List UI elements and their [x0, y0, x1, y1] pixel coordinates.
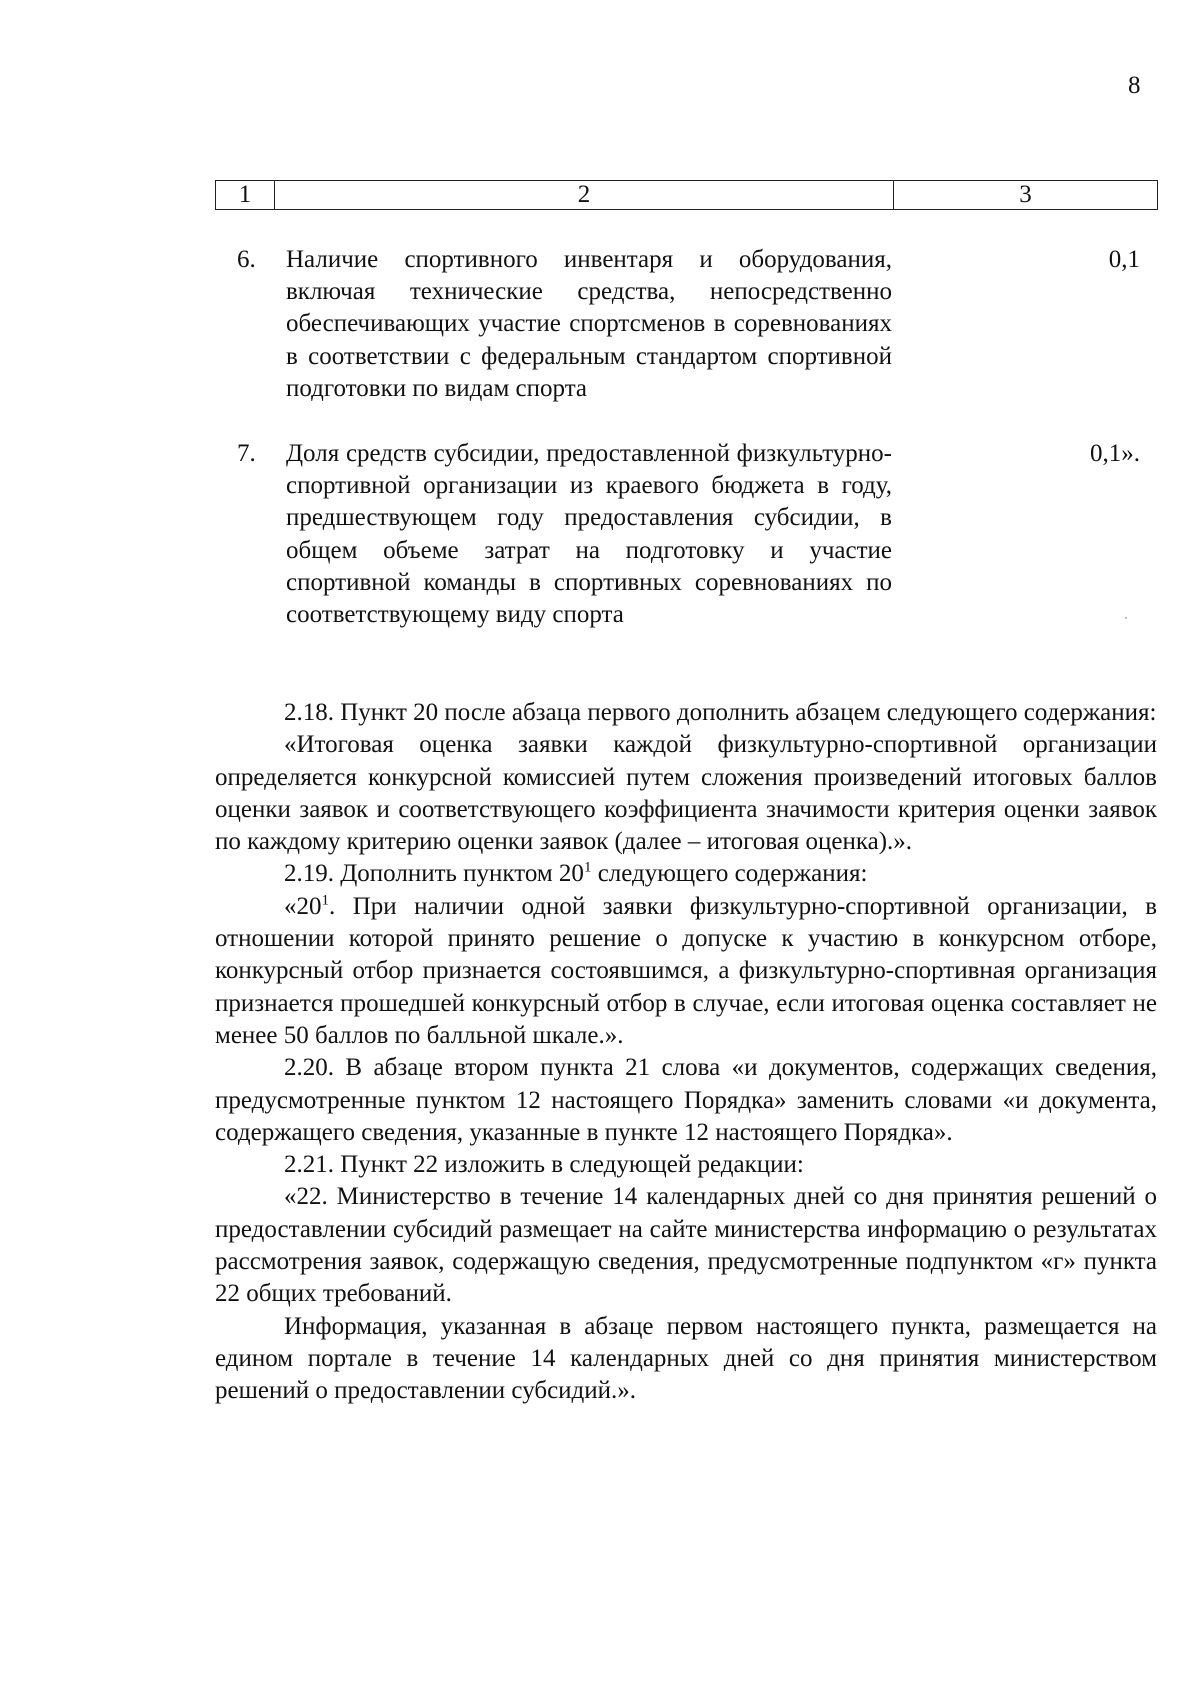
- paragraph-2-19-text: 2.19. Дополнить пунктом 20: [284, 860, 584, 888]
- row-number: 7.: [237, 440, 256, 467]
- column-1-number: 1: [216, 181, 275, 209]
- paragraph-final-score-quote: «Итоговая оценка заявки каждой физкультурно-спортивной организации определяется конкурсной комиссией путем сложения произведений итоговых баллов оценки заявок и соответствующего коэффициента значимости критерия оценки заявок по каждому критерию оценки заявок (далее – итоговая оценка).».: [215, 731, 1157, 856]
- column-2-number: 2: [275, 181, 894, 209]
- row-number: 6.: [237, 246, 256, 273]
- paragraph-item-22: «22. Министерство в течение 14 календарных дней со дня принятия решений о предоставлении субсидий размещает на сайте министерства информацию о результатах рассмотрения заявок, содержащую сведения, предусмотренные подпунктом «г» пункта 22 общих требований.: [215, 1183, 1157, 1308]
- paragraph-item-22-second: Информация, указанная в абзаце первом настоящего пункта, размещается на едином портале в течение 14 календарных дней со дня принятия министерством решений о предоставлении субсидий.».: [215, 1312, 1157, 1405]
- superscript: 1: [583, 860, 592, 877]
- column-3-number: 3: [1019, 181, 1032, 208]
- item-20-1-start: «20: [284, 892, 322, 920]
- paragraph-2-19: [215, 858, 1157, 890]
- superscript: 1: [321, 892, 329, 909]
- row-criterion-text: Наличие спортивного инвентаря и оборудования, включая технические средства, непосредственно обеспечивающих участие спортсменов в соревнованиях в соответствии с федеральным стандартом спортивной подготовки по видам спорта: [286, 246, 892, 402]
- paragraph-2-21: 2.21. Пункт 22 изложить в следующей редакции:: [284, 1151, 804, 1179]
- paragraph-2-19-text-end: следующего содержания:: [591, 860, 868, 888]
- paragraph-2-18: 2.18. Пункт 20 после абзаца первого дополнить абзацем следующего содержания:: [284, 699, 1157, 726]
- paragraph-item-20-1: [215, 891, 1157, 1052]
- row-coefficient: 0,1».: [1090, 440, 1140, 467]
- scan-speck: [1125, 617, 1127, 619]
- page-number: 8: [1128, 72, 1141, 99]
- paragraph-2-20: 2.20. В абзаце втором пункта 21 слова «и документов, содержащих сведения, предусмотренные пунктом 12 настоящего Порядка» заменить словами «и документа, содержащего сведения, указанные в пункте 12 настоящего Порядка».: [215, 1054, 1157, 1146]
- item-20-1-text: . При наличии одной заявки физкультурно-спортивной организации, в отношении которой принято решение о допуске к участию в конкурсном отборе, конкурсный отбор признается состоявшимся, а физкультурно-спортивная организация признается прошедшей конкурсный отбор в случае, если итоговая оценка составляет не менее 50 баллов по балльной шкале.».: [215, 892, 1157, 1049]
- document-body: [215, 697, 1157, 1408]
- row-criterion-text: Доля средств субсидии, предоставленной физкультурно-спортивной организации из краевого бюджета в году, предшествующем году предоставления субсидии, в общем объеме затрат на подготовку и участие спортивной команды в спортивных соревнованиях по соответствующему виду спорта: [286, 440, 892, 629]
- table-column-header: [215, 180, 1158, 210]
- row-coefficient: 0,1: [1108, 246, 1140, 273]
